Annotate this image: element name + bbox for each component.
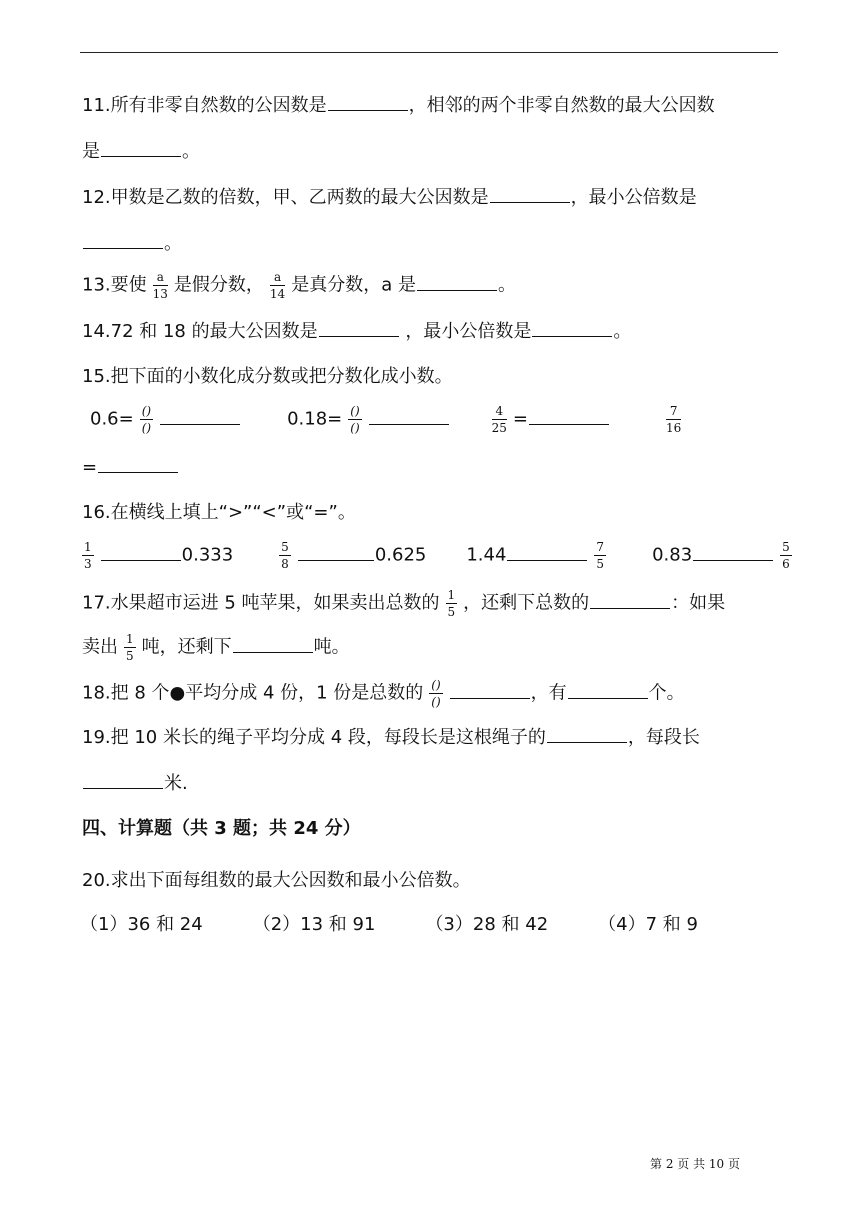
question-15-items xyxy=(90,404,687,435)
question-15-title: 15.把下面的小数化成分数或把分数化成小数。 xyxy=(82,366,453,387)
answer-blank[interactable] xyxy=(319,318,399,337)
fraction: $\frac{()}{()}$ xyxy=(141,404,152,435)
page-footer: 第 2 页 共 10 页 xyxy=(650,1157,740,1171)
answer-blank[interactable] xyxy=(417,272,497,291)
answer-blank[interactable] xyxy=(328,92,408,111)
question-11-line-2 xyxy=(82,138,200,165)
fraction: $\frac{()}{()}$ xyxy=(431,678,441,709)
q13-text: 是真分数，a 是 xyxy=(291,274,416,296)
answer-blank[interactable] xyxy=(83,770,163,789)
question-12-line-2 xyxy=(82,230,182,257)
answer-blank[interactable] xyxy=(101,138,181,157)
fraction: $\frac{1}{5}$ xyxy=(447,588,456,619)
q14-text: 14.72 和 18 的最大公因数是 xyxy=(82,321,318,342)
q19-text: 米. xyxy=(164,773,188,794)
question-14 xyxy=(82,318,631,345)
question-15-continued xyxy=(82,454,179,481)
question-19-line-2 xyxy=(82,770,188,797)
answer-blank[interactable] xyxy=(233,634,313,653)
q16-value: 0.625 xyxy=(374,544,427,566)
q13-text: 是假分数， xyxy=(173,274,264,296)
answer-blank[interactable] xyxy=(101,542,181,561)
answer-blank[interactable] xyxy=(369,406,449,425)
q11-text: 。 xyxy=(182,141,200,162)
q20-item: （1）36 和 24 xyxy=(80,914,203,935)
question-12-line-1 xyxy=(82,184,697,211)
q18-text: 个。 xyxy=(648,682,685,704)
q19-text: 19.把 10 米长的绳子平均分成 4 段，每段长是这根绳子的 xyxy=(82,727,546,748)
answer-blank[interactable] xyxy=(568,680,648,699)
fraction: $\frac{7}{5}$ xyxy=(596,540,605,571)
q17-text: 吨，还剩下 xyxy=(141,636,232,658)
answer-blank[interactable] xyxy=(693,542,773,561)
q12-text: ，最小公倍数是 xyxy=(570,187,697,208)
fraction: $\frac{4}{25}$ xyxy=(491,404,507,435)
question-17-line-1 xyxy=(82,588,725,619)
answer-blank[interactable] xyxy=(532,318,612,337)
fraction: $\frac{1}{5}$ xyxy=(126,632,134,663)
q12-text: 12.甲数是乙数的倍数，甲、乙两数的最大公因数是 xyxy=(82,187,489,208)
answer-blank[interactable] xyxy=(160,406,240,425)
q11-text: ，相邻的两个非零自然数的最大公因数 xyxy=(408,95,715,116)
question-16-items xyxy=(76,540,798,571)
answer-blank[interactable] xyxy=(490,184,570,203)
section-4-heading: 四、计算题（共 3 题；共 24 分） xyxy=(82,818,361,839)
fraction: $\frac{a}{14}$ xyxy=(269,270,286,301)
answer-blank[interactable] xyxy=(590,590,670,609)
question-17-line-2 xyxy=(82,632,350,663)
q15-label: = xyxy=(82,457,98,478)
question-16-title: 16.在横线上填上“>”“<”或“=”。 xyxy=(82,502,356,523)
q11-text: 是 xyxy=(82,141,100,162)
q19-text: ，每段长 xyxy=(627,727,700,748)
fraction: $\frac{5}{6}$ xyxy=(782,540,790,571)
answer-blank[interactable] xyxy=(529,406,609,425)
fraction: $\frac{1}{3}$ xyxy=(84,540,92,571)
q15-label: = xyxy=(512,408,529,430)
question-19-line-1 xyxy=(82,724,700,751)
q17-text: 吨。 xyxy=(313,636,350,658)
fraction: $\frac{()}{()}$ xyxy=(350,404,360,435)
q13-text: 。 xyxy=(497,274,516,296)
q11-text: 11.所有非零自然数的公因数是 xyxy=(82,95,327,116)
question-18 xyxy=(82,678,685,709)
answer-blank[interactable] xyxy=(547,724,627,743)
q15-label: 0.6= xyxy=(90,408,134,430)
question-11-line-1 xyxy=(82,92,715,119)
q15-label: 0.18= xyxy=(287,408,343,430)
answer-blank[interactable] xyxy=(507,542,587,561)
q20-item: （2）13 和 91 xyxy=(252,914,376,935)
q18-text: ，有 xyxy=(530,682,567,704)
q20-item: （3）28 和 42 xyxy=(425,914,549,935)
q13-text: 13.要使 xyxy=(82,274,147,296)
answer-blank[interactable] xyxy=(450,680,530,699)
q14-text: ，最小公倍数是 xyxy=(405,321,532,342)
fraction: $\frac{7}{16}$ xyxy=(666,404,682,435)
fraction: $\frac{5}{8}$ xyxy=(281,540,289,571)
question-20-items xyxy=(80,912,698,938)
answer-blank[interactable] xyxy=(83,230,163,249)
q17-text: ，还剩下总数的 xyxy=(463,592,590,614)
question-13 xyxy=(82,270,516,301)
q20-item: （4）7 和 9 xyxy=(598,914,698,935)
q16-value: 0.333 xyxy=(181,544,234,566)
q17-text: 卖出 xyxy=(82,636,118,658)
q16-value: 0.83 xyxy=(652,544,693,566)
q16-value: 1.44 xyxy=(466,544,507,566)
question-20-title: 20.求出下面每组数的最大公因数和最小公倍数。 xyxy=(82,870,471,891)
q18-text: 18.把 8 个●平均分成 4 份，1 份是总数的 xyxy=(82,682,424,704)
answer-blank[interactable] xyxy=(298,542,374,561)
header-rule xyxy=(80,52,778,53)
q14-text: 。 xyxy=(613,321,632,342)
q17-text: ：如果 xyxy=(671,592,726,614)
answer-blank[interactable] xyxy=(98,454,178,473)
q12-text: 。 xyxy=(164,233,182,254)
fraction: $\frac{a}{13}$ xyxy=(152,270,168,301)
q17-text: 17.水果超市运进 5 吨苹果，如果卖出总数的 xyxy=(82,592,440,614)
